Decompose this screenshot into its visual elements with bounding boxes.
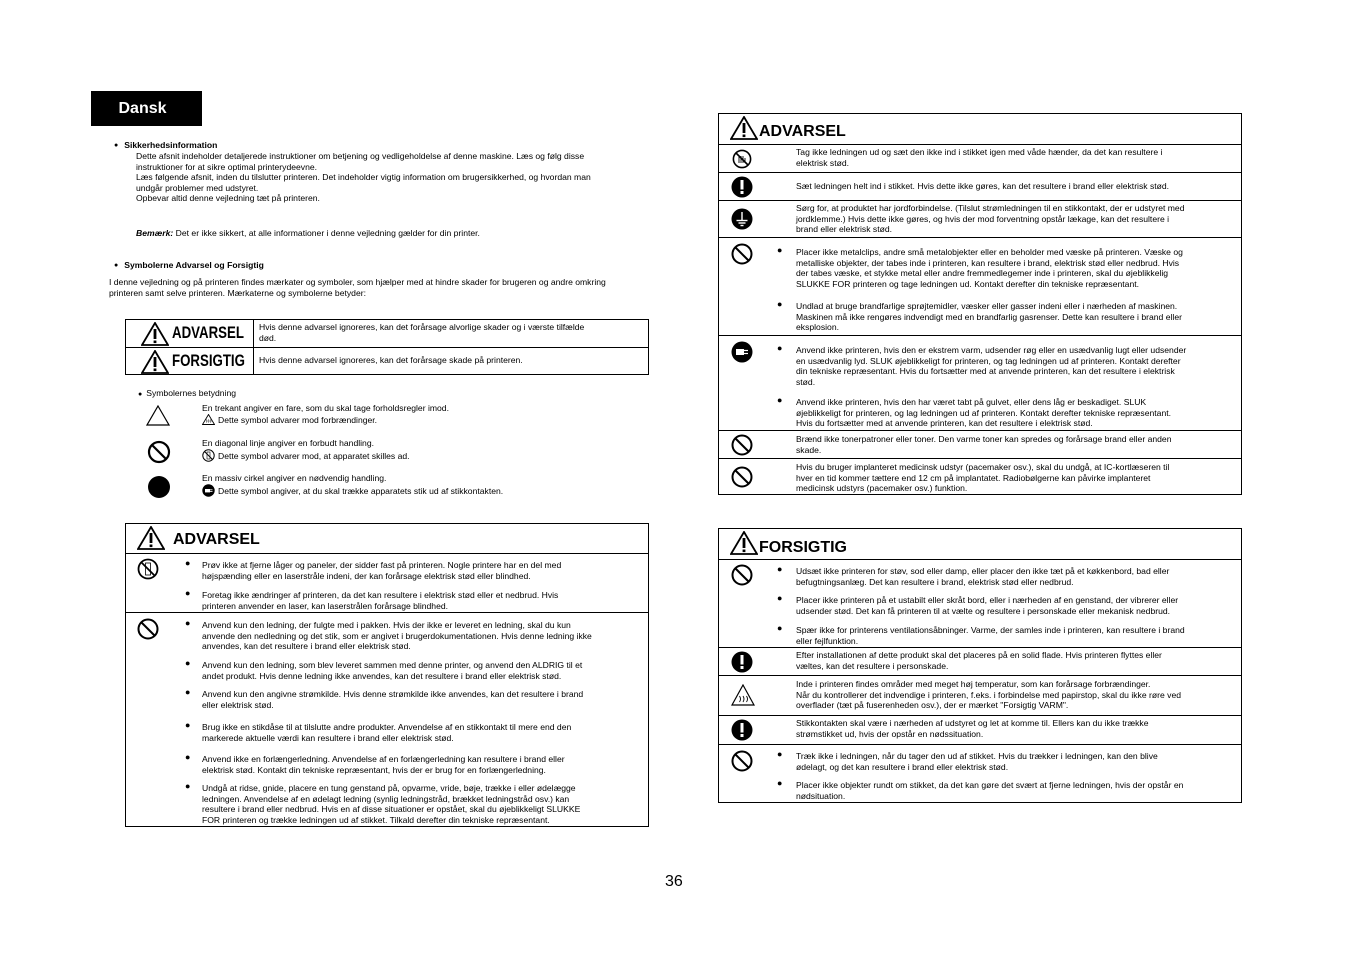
- text-line: Anvend kun den ledning, der fulgte med i pakken. Hvis der ikke er leveret en ledning, skal du kun: [202, 620, 571, 630]
- hot-surface-icon: [202, 414, 215, 425]
- bullet: ●: [777, 749, 783, 759]
- text-line: medicinsk udstyrs (pacemaker osv.) funktion.: [796, 483, 968, 494]
- note-text: Det er ikke sikkert, at alle informationer i denne vejledning gælder for din printer.: [173, 228, 480, 238]
- row-item: [796, 595, 1178, 616]
- table-row: [719, 675, 1241, 715]
- text-line: Inde i printeren findes områder med meget høj temperatur, som kan forårsage forbrændinger.: [796, 679, 1151, 689]
- text-line: Dette afsnit indeholder detaljerede instruktioner om betjening og vedligeholdelse af denne maskine. Læs og følg disse: [136, 151, 585, 161]
- meaning-line2: Dette symbol angiver, at du skal trække apparatets stik ud af stikkontakten.: [218, 485, 504, 496]
- right-warning-table: [718, 113, 1242, 495]
- bullet: ●: [777, 245, 783, 255]
- bullet: ●: [777, 564, 783, 574]
- row-item: [796, 301, 1182, 333]
- text-line: Hvis du fortsætter med at anvende printeren, kan det resultere i elektrisk stød.: [796, 418, 1093, 429]
- safety-paragraph: [136, 151, 591, 204]
- warning-triangle-icon: [730, 531, 758, 555]
- hot-surface-icon: [731, 684, 755, 706]
- text-line: Træk ikke i ledningen, når du tager den ud af stikket. Hvis du trækker i ledningen, kan den blive: [796, 751, 1158, 761]
- legend-label: ADVARSEL: [172, 323, 244, 342]
- bullet: ●: [185, 588, 191, 598]
- text-line: Brug ikke en stikdåse til at tilslutte andre produkter. Anvendelse af en stikkontakt til mere end den: [202, 722, 572, 732]
- text-line: højspænding eller en laserstråle indeni, der kan forårsage elektrisk stød eller blindhed.: [202, 570, 531, 581]
- text-line: andet produkt. Hvis denne ledning ikke anvendes, kan det resultere i brand eller elektrisk stød.: [202, 670, 562, 681]
- mandatory-icon: [731, 719, 753, 741]
- text-line: udsender stød. Det kan få printeren til at vælte og resultere i personskade eller mekanisk nedbrud.: [796, 605, 1171, 616]
- language-tab: Dansk: [91, 91, 202, 126]
- text-line: din tekniske repræsentant. Hvis du fortsætter med at anvende printeren, kan det resultere i elektrisk: [796, 366, 1175, 377]
- danger-triangle-icon: [146, 405, 170, 426]
- text-line: Foretag ikke ændringer af printeren, da det kan resultere i elektrisk stød eller et nedbrud. Hvis: [202, 590, 559, 600]
- row-item: [202, 783, 580, 825]
- legend-text: [259, 322, 584, 343]
- text-line: stød.: [796, 376, 816, 387]
- text-line: en usædvanlig lyd. SLUK øjeblikkeligt for printeren, og tag ledningen ud af printeren. Kontakt derefter: [796, 355, 1181, 366]
- text-line: [202, 484, 503, 497]
- bullet: ●: [777, 343, 783, 353]
- table-title: ADVARSEL: [759, 123, 846, 140]
- table-row: [719, 715, 1241, 744]
- bullet: ●: [777, 593, 783, 603]
- bullet: ●: [185, 752, 191, 762]
- text-line: Opbevar altid denne vejledning tæt på printeren.: [136, 193, 320, 204]
- row-item: [796, 345, 1186, 387]
- row-item: [796, 650, 1162, 671]
- bullet: ●: [185, 558, 191, 568]
- row-item: [796, 147, 1162, 168]
- legend-text: Hvis denne advarsel ignoreres, kan det forårsage skade på printeren.: [259, 355, 523, 365]
- row-item: [202, 660, 582, 681]
- text-line: Undlad at bruge brandfarlige sprøjtemidler, væsker eller gasser indeni eller i nærheden af maskinen.: [796, 301, 1178, 311]
- table-row: [126, 612, 648, 826]
- text-line: Spær ikke for printerens ventilationsåbninger. Varme, der samles inde i printeren, kan resultere i brand: [796, 625, 1185, 635]
- warning-triangle-icon: [141, 322, 169, 346]
- bullet: ●: [185, 687, 191, 697]
- row-item: [796, 625, 1185, 646]
- table-header: [719, 114, 1241, 144]
- text-line: printeren samt selve printeren. Mærkaterne og symbolerne betyder:: [109, 287, 366, 298]
- text-line: [202, 449, 410, 462]
- bullet: ●: [185, 781, 191, 791]
- note: [136, 228, 480, 239]
- prohibited-icon: [731, 750, 753, 772]
- row-item: [202, 689, 583, 710]
- symbols-intro: [109, 277, 606, 298]
- warning-triangle-icon: [141, 350, 169, 374]
- mandatory-icon: [731, 176, 753, 198]
- text-line: skade.: [796, 444, 822, 455]
- text-line: resultere i brand eller nedbrud. Hvis en af disse situationer er opstået, skal du øjeblikkeligt SLUKKE: [202, 804, 581, 815]
- text-line: ødelagt, og det kan resultere i brand eller elektrisk stød.: [796, 761, 1009, 772]
- meaning-line2: Dette symbol advarer mod forbrændinger.: [218, 414, 378, 425]
- legend-table: [125, 319, 649, 375]
- text-line: Anvend ikke en forlængerledning. Anvendelse af en forlængerledning kan resultere i brand eller: [202, 754, 565, 764]
- text-line: En massiv cirkel angiver en nødvendig handling.: [202, 473, 387, 483]
- table-row: [719, 335, 1241, 430]
- text-line: Stikkontakten skal være i nærheden af udstyret og let at komme til. Ellers kan du ikke trække: [796, 718, 1149, 728]
- text-line: Placer ikke printeren på et ustabilt eller skråt bord, eller i nærheden af en genstand, der vibrerer eller: [796, 595, 1179, 605]
- text-line: anvende den nedledning og det stik, som er angivet i brugerdokumentationen. Hvis denne ledning ikke: [202, 630, 592, 641]
- row-item: [796, 203, 1184, 235]
- no-disassembly-icon: [137, 558, 159, 580]
- prohibited-icon: [731, 243, 753, 265]
- text-line: Anvend ikke printeren, hvis den har været tabt på gulvet, eller dens låg er beskadiget. SLUK: [796, 397, 1147, 407]
- meaning-heading-text: Symbolernes betydning: [146, 388, 237, 398]
- unplug-icon: [202, 484, 215, 497]
- prohibited-icon: [731, 466, 753, 488]
- text-line: Hvis du bruger implanteret medicinsk udstyr (pacemaker osv.), skal du undgå, at IC-kortlæseren til: [796, 462, 1170, 472]
- row-item: [202, 754, 565, 775]
- mandatory-circle-icon: [147, 475, 171, 499]
- text-line: Maskinen må ikke rengøres indvendigt med en brandfarlig gasrenser. Dette kan resultere i brand eller: [796, 311, 1182, 322]
- row-item: [796, 247, 1183, 289]
- text-line: Læs følgende afsnit, inden du tilslutter printeren. Det indeholder vigtig information om brugersikkerhed, og hvordan man: [136, 172, 591, 183]
- ground-icon: [731, 208, 753, 230]
- text-line: [202, 414, 449, 426]
- safety-heading: ● Sikkerhedsinformation: [114, 140, 217, 153]
- row-item: [796, 780, 1183, 801]
- text-line: eller fejlfunktion.: [796, 635, 859, 646]
- text-line: En trekant angiver en fare, som du skal tage forholdsregler imod.: [202, 403, 449, 413]
- left-warning-table: [125, 523, 649, 827]
- text-line: jordklemme.) Hvis dette ikke gøres, og hvis der mod forventning opstår lækage, kan det resultere i: [796, 213, 1170, 224]
- row-item: [796, 751, 1158, 772]
- page-number: 36: [665, 873, 683, 890]
- text-line: I denne vejledning og på printeren findes mærkater og symboler, som hjælper med at hindre skader for brugeren og andre omkring: [109, 277, 606, 287]
- text-line: anvendes, kan det resultere i brand eller elektrisk stød.: [202, 641, 411, 652]
- row-item: [796, 718, 1149, 739]
- text-line: væltes, kan det resultere i personskade.: [796, 660, 949, 671]
- text-line: Hvis denne advarsel ignoreres, kan det forårsage alvorlige skader og i værste tilfælde: [259, 322, 585, 332]
- text-line: FOR printeren og trække ledningen ud af stikket. Tilkald derefter din tekniske repræsentant.: [202, 814, 550, 825]
- text-line: strømstikket ud, hvis der opstår en nødssituation.: [796, 728, 984, 739]
- prohibited-icon: [731, 564, 753, 586]
- legend-row: [126, 320, 648, 347]
- text-line: metalliske objekter, der tabes inde i printeren, kan resultere i brand, elektrisk stød eller nedbrud. Hvis: [796, 257, 1180, 268]
- text-line: Anvend ikke printeren, hvis den er ekstrem varm, udsender røg eller en usædvanlig lugt eller udsender: [796, 345, 1187, 355]
- table-row: [126, 553, 648, 612]
- symbols-heading: ● Symbolerne Advarsel og Forsigtig: [114, 260, 264, 273]
- text-line: Udsæt ikke printeren for støv, sod eller damp, eller placer den ikke tæt på et køkkenbord, bad eller: [796, 566, 1170, 576]
- table-title: ADVARSEL: [173, 531, 260, 548]
- row-item: [796, 462, 1169, 494]
- text-line: nødsituation.: [796, 790, 846, 801]
- table-header: [126, 524, 648, 553]
- no-wet-hands-icon: [732, 149, 752, 169]
- text-line: Sørg for, at produktet har jordforbindelse. (Tilslut strømledningen til en stikkontakt, der er udstyret med: [796, 203, 1185, 213]
- bullet: ●: [777, 778, 783, 788]
- bullet: ●: [777, 395, 783, 405]
- prohibited-icon: [137, 618, 159, 640]
- bullet: ●: [185, 720, 191, 730]
- row-item: [796, 679, 1181, 711]
- meaning-heading: ● Symbolernes betydning: [138, 388, 237, 398]
- mandatory-icon: [731, 651, 753, 673]
- table-row: [719, 744, 1241, 803]
- table-title: FORSIGTIG: [759, 539, 847, 556]
- table-row: [719, 172, 1241, 200]
- row-item: [796, 566, 1169, 587]
- text-line: En diagonal linje angiver en forbudt handling.: [202, 438, 375, 448]
- prohibited-icon: [731, 434, 753, 456]
- table-row: [719, 200, 1241, 237]
- table-row: [719, 559, 1241, 647]
- text-line: instruktioner for at sikre optimal printerydeevne.: [136, 161, 318, 172]
- row-item: [202, 590, 558, 611]
- warning-triangle-icon: [730, 116, 758, 140]
- meaning-item: [202, 473, 503, 497]
- meaning-item: [202, 403, 449, 425]
- unplug-icon: [731, 341, 753, 363]
- meaning-item: [202, 438, 410, 462]
- text-line: befugtningsanlæg. Det kan resultere i brand, elektrisk stød eller nedbrud.: [796, 576, 1074, 587]
- table-row: [719, 430, 1241, 458]
- text-line: elektrisk stød.: [796, 157, 850, 168]
- text-line: printeren anvender en laser, kan laserstrålen forårsage blindhed.: [202, 600, 449, 611]
- bullet: ●: [185, 618, 191, 628]
- text-line: Prøv ikke at fjerne låger og paneler, der sidder fast på printeren. Nogle printere har en del med: [202, 560, 562, 570]
- no-disassembly-icon: [202, 449, 215, 462]
- text-line: hver en tid kommer tættere end 12 cm på implantatet. Radiobølgerne kan påvirke implanteret: [796, 472, 1151, 483]
- text-line: øjeblikkeligt for printeren, og lag ledningen ud af printeren. Kontakt derefter tekniske repræsentant.: [796, 407, 1171, 418]
- table-row: [719, 237, 1241, 335]
- legend-row: [126, 347, 648, 375]
- text-line: Brænd ikke tonerpatroner eller toner. Den varme toner kan spredes og forårsage brand eller anden: [796, 434, 1172, 444]
- text-line: ledningen. Anvendelse af en ødelagt ledning (synlig ledningstråd, brækket ledningstråd osv.) kan: [202, 793, 570, 804]
- meaning-line2: Dette symbol advarer mod, at apparatet skilles ad.: [218, 450, 410, 461]
- text-line: eller elektrisk stød.: [202, 699, 274, 710]
- text-line: markerede aktuelle værdi kan resultere i brand eller elektrisk stød.: [202, 732, 454, 743]
- note-label: Bemærk:: [136, 228, 174, 238]
- text-line: Anvend kun den ledning, som blev leveret sammen med denne printer, og anvend den ALDRIG til et: [202, 660, 583, 670]
- row-item: [202, 620, 592, 652]
- text-line: der tabes væske, et stykke metal eller andre fremmedlegemer inde i printeren, skal du øjeblikkelig: [796, 268, 1169, 279]
- bullet: ●: [777, 623, 783, 633]
- row-item: [796, 397, 1171, 429]
- text-line: undgår problemer med udstyret.: [136, 182, 259, 193]
- text-line: eksplosion.: [796, 322, 839, 333]
- right-caution-table: [718, 528, 1242, 803]
- row-item: [202, 722, 571, 743]
- bullet: ●: [777, 299, 783, 309]
- bullet: ●: [185, 658, 191, 668]
- text-line: overflader (tæt på fuserenheden osv.), der er mærket "Forsigtig VARM".: [796, 700, 1069, 711]
- text-line: SLUKKE FOR printeren og tage ledningen ud. Kontakt derefter din tekniske repræsentant.: [796, 278, 1139, 289]
- table-row: [719, 144, 1241, 172]
- text-line: Anvend kun den angivne strømkilde. Hvis denne strømkilde ikke anvendes, kan det resultere i brand: [202, 689, 584, 699]
- text-line: Tag ikke ledningen ud og sæt den ikke ind i stikket igen med våde hænder, da det kan resultere i: [796, 147, 1163, 157]
- text-line: Efter installationen af dette produkt skal det placeres på en solid flade. Hvis printeren flyttes eller: [796, 650, 1162, 660]
- legend-label: FORSIGTIG: [172, 351, 245, 370]
- text-line: Placer ikke metalclips, andre små metalobjekter eller en beholder med væske på printeren. Væske og: [796, 247, 1183, 257]
- row-item: [202, 560, 561, 581]
- text-line: brand eller elektrisk stød.: [796, 224, 892, 235]
- text-line: Når du kontrollerer det indvendige i printeren, f.eks. i forbindelse med papirstop, skal du ikke røre ved: [796, 689, 1182, 700]
- table-row: [719, 647, 1241, 675]
- row-item: Sæt ledningen helt ind i stikket. Hvis dette ikke gøres, kan det resultere i brand eller elektrisk stød.: [796, 181, 1170, 191]
- prohibited-icon: [147, 440, 171, 464]
- table-row: [719, 458, 1241, 495]
- text-line: Placer ikke objekter rundt om stikket, da det kan gøre det svært at fjerne ledningen, hvis der opstår en: [796, 780, 1184, 790]
- warning-triangle-icon: [137, 526, 165, 550]
- table-header: [719, 529, 1241, 559]
- text-line: elektrisk stød. Kontakt din tekniske repræsentant, hvis der er brug for en forlængerledning.: [202, 764, 546, 775]
- row-item: [796, 434, 1171, 455]
- text-line: Undgå at ridse, gnide, placere en tung genstand på, opvarme, vride, bøje, trække i eller ødelægge: [202, 783, 576, 793]
- text-line: død.: [259, 332, 277, 343]
